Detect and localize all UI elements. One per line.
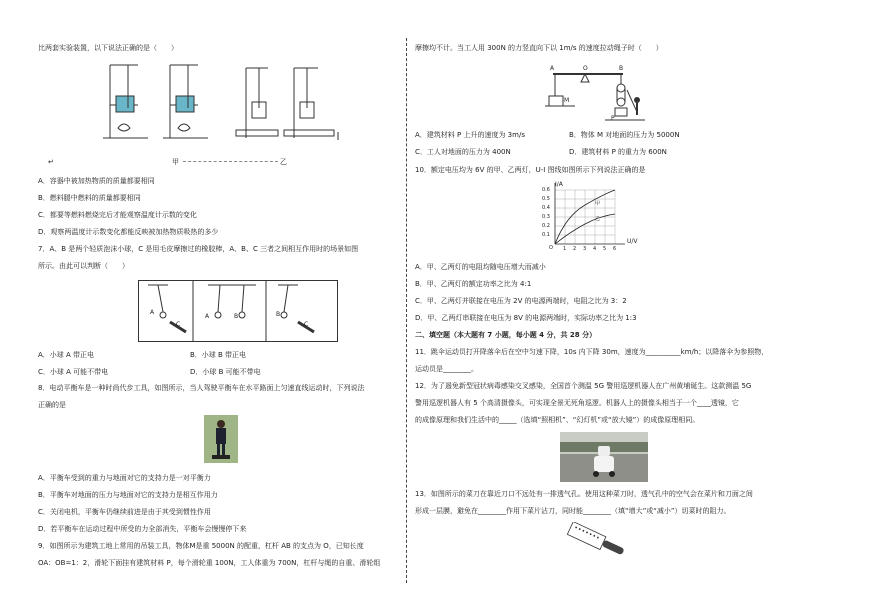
graph-y-tick-0.6: 0.6 bbox=[542, 187, 550, 193]
u-i-graph bbox=[540, 180, 640, 252]
q8-option-d: D．若平衡车在运动过程中所受的力全部消失，平衡车会慢慢停下来 bbox=[38, 525, 247, 533]
q6-option-a: A．容器中被加热物质的质量都要相同 bbox=[38, 177, 155, 185]
caption-dashes bbox=[183, 157, 278, 162]
q9-fig-label-a: A bbox=[550, 65, 555, 72]
figure-caption-mark: ↵ bbox=[48, 158, 54, 166]
q6-option-d: D．观察两温度计示数变化都能反映被加热物质吸热的多少 bbox=[38, 228, 219, 236]
label-jia: 甲 bbox=[172, 158, 179, 166]
graph-x-tick-6: 6 bbox=[613, 246, 617, 252]
q7-fig-label-a2: A bbox=[205, 313, 210, 320]
graph-y-label: I/A bbox=[555, 181, 563, 188]
q8-option-a: A．平衡车受到的重力与地面对它的支持力是一对平衡力 bbox=[38, 474, 211, 482]
graph-curve-label-jia: 甲 bbox=[595, 201, 601, 207]
q9-option-d: D．建筑材料 P 的重力为 600N bbox=[569, 148, 667, 156]
q13-stem-line1: 13．如图所示的菜刀在靠近刀口不远处有一排透气孔。使用这种菜刀时，透气孔中的空气会在菜片和刀面之间 bbox=[415, 490, 753, 498]
q9-stem-line3: 摩擦均不计。当工人用 300N 的力竖直向下以 1m/s 的速度拉动绳子时（ ） bbox=[415, 44, 663, 52]
q9-stem-line2: OA：OB=1：2，滑轮下面挂有建筑材料 P，每个滑轮重 100N，工人体重为 700N，杠杆与绳的自重、滑轮组 bbox=[38, 559, 381, 567]
q9-option-a: A．建筑材料 P 上升的速度为 3m/s bbox=[415, 131, 525, 139]
q10-stem: 10．额定电压均为 6V 的甲、乙两灯，U-I 图线如图所示下列说法正确的是 bbox=[415, 166, 646, 174]
q7-fig-label-b1: B bbox=[234, 313, 239, 320]
q7-fig-label-c1: C bbox=[176, 321, 181, 328]
q12-stem-line2: 警用巡逻机器人有 5 个高清摄像头，可实现全景无死角巡逻。机器人上的摄像头相当于一个____透镜，它 bbox=[415, 399, 739, 407]
graph-origin: O bbox=[549, 245, 553, 251]
q7-fig-label-b2: B bbox=[276, 311, 281, 318]
q8-option-c: C．关闭电机，平衡车仍继续前进是由于其受到惯性作用 bbox=[38, 508, 211, 516]
label-yi: 乙 bbox=[280, 158, 287, 166]
graph-y-tick-0.5: 0.5 bbox=[542, 196, 550, 202]
q13-stem-line2: 形成一层膜，避免在________作用下菜片沾刀，同时能________（填“增大”或“减小”）切菜时的阻力。 bbox=[415, 507, 731, 515]
graph-x-tick-5: 5 bbox=[603, 246, 607, 252]
graph-x-tick-3: 3 bbox=[583, 246, 587, 252]
q9-fig-label-o: O bbox=[583, 65, 588, 72]
q9-option-c: C．工人对地面的压力为 400N bbox=[415, 148, 511, 156]
q6-option-c: C．都要等燃料燃烧完后才能观察温度计示数的变化 bbox=[38, 211, 197, 219]
graph-curve-label-yi: 乙 bbox=[595, 216, 601, 222]
q7-stem-line1: 7．A、B 是两个轻质泡沫小球，C 是用毛皮摩擦过的橡胶棒，A、B、C 三者之间相互作用时的场景如图 bbox=[38, 245, 359, 253]
lever-pulley-figure bbox=[545, 60, 655, 125]
left-column bbox=[38, 0, 398, 615]
graph-x-tick-2: 2 bbox=[573, 246, 577, 252]
balance-scooter-photo bbox=[204, 415, 238, 463]
q10-option-a: A．甲、乙两灯的电阻均随电压增大而减小 bbox=[415, 263, 546, 271]
graph-x-tick-1: 1 bbox=[563, 246, 567, 252]
q12-stem-line1: 12．为了遏免新型冠状病毒感染交叉感染，全国首个测温 5G 警用巡逻机器人在广州黄埔诞生。这款测温 5G bbox=[415, 382, 752, 390]
q9-fig-label-m: M bbox=[564, 97, 570, 104]
q9-stem-line1: 9．如图所示为建筑工地上常用的吊装工具，物体M是重 5000N 的配重，杠杆 AB 的支点为 O，已知长度 bbox=[38, 542, 364, 550]
q7-stem-line2: 所示。由此可以判断（ ） bbox=[38, 262, 129, 270]
q8-option-b: B．平衡车对地面的压力与地面对它的支持力是相互作用力 bbox=[38, 491, 218, 499]
q8-stem-line1: 8．电动平衡车是一种时尚代步工具，如图所示，当人驾驶平衡车在水平路面上匀速直线运动时，下列说法 bbox=[38, 384, 365, 392]
q7-fig-label-a1: A bbox=[150, 309, 155, 316]
q7-fig-label-c2: C bbox=[304, 321, 309, 328]
graph-y-tick-0.3: 0.3 bbox=[542, 214, 550, 220]
q6-stem: 比两套实验装置，以下说法正确的是（ ） bbox=[38, 44, 178, 52]
kitchen-knife-figure bbox=[563, 522, 633, 567]
column-divider bbox=[406, 38, 407, 583]
q10-option-c: C．甲、乙两灯并联接在电压为 2V 的电源两端时，电阻之比为 3：2 bbox=[415, 297, 627, 305]
right-column bbox=[415, 0, 835, 615]
graph-y-tick-0.1: 0.1 bbox=[542, 232, 550, 238]
graph-x-label: U/V bbox=[627, 238, 638, 245]
q11-stem-line2: 运动员是________。 bbox=[415, 365, 478, 373]
graph-y-tick-0.4: 0.4 bbox=[542, 205, 550, 211]
q8-stem-line2: 正确的是 bbox=[38, 401, 66, 409]
q9-fig-label-b: B bbox=[619, 65, 624, 72]
q9-option-b: B．物体 M 对地面的压力为 5000N bbox=[569, 131, 680, 139]
q7-option-d: D．小球 B 可能不带电 bbox=[190, 368, 261, 376]
q7-option-c: C．小球 A 可能不带电 bbox=[38, 368, 109, 376]
graph-x-tick-4: 4 bbox=[593, 246, 597, 252]
q9-fig-label-p: P bbox=[611, 115, 615, 122]
q12-stem-line3: 的成像原理和我们生活中的_____（选填“照相机”、“幻灯机”或“放大镜”）的成像原理相同。 bbox=[415, 416, 700, 424]
q7-option-b: B．小球 B 带正电 bbox=[190, 351, 247, 359]
pith-balls-figure bbox=[138, 280, 338, 342]
q6-option-b: B．燃料腿中燃料的质量都要相同 bbox=[38, 194, 141, 202]
q10-option-b: B．甲、乙两灯的额定功率之比为 4:1 bbox=[415, 280, 532, 288]
patrol-robot-photo bbox=[560, 432, 648, 482]
q7-option-a: A．小球 A 带正电 bbox=[38, 351, 95, 359]
graph-y-tick-0.2: 0.2 bbox=[542, 223, 550, 229]
q11-stem-line1: 11．跳伞运动员打开降落伞后在空中匀速下降，10s 内下降 30m，速度为__________km/h；以降落伞为参照物， bbox=[415, 348, 769, 356]
section-2-title: 二、填空题（本大题有 7 小题，每小题 4 分，共 28 分） bbox=[415, 331, 597, 339]
q10-option-d: D．甲、乙两灯串联接在电压为 8V 的电源两端时，实际功率之比为 1:3 bbox=[415, 314, 637, 322]
